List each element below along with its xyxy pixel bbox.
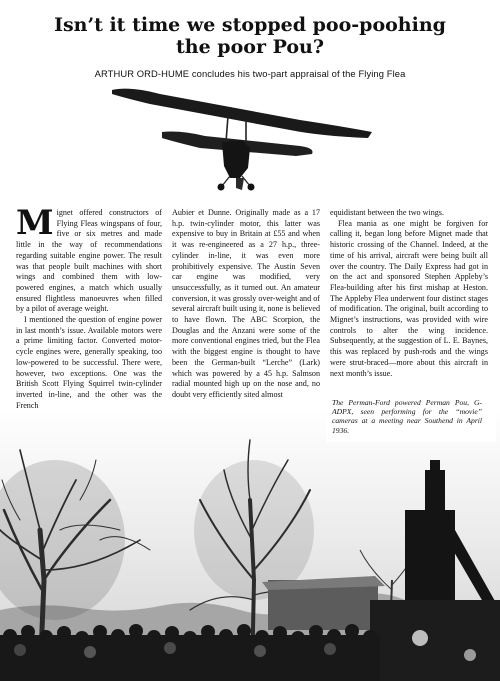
article-column-2	[172, 208, 320, 401]
headline-line-1: Isn’t it time we stopped poo-poohing	[54, 14, 446, 36]
article-headline	[0, 14, 500, 58]
paragraph: Flea mania as one might be forgiven for calling it, began long before Mignet made that historic crossing of the Channel. Indeed, at the time of his arrival, aircraft were being built all over the country. The Daily Express had got in on the act and sponsored Stephen Appleby’s Flea-building after his first mishap at Heston. The Appleby Flea underwent four distinct stages of modification. The original, built according to Mignet’s instructions, was provided with wire controls to alter the wing incidence. Subsequently, at the suggestion of L. E. Baynes, this was replaced by push-rods and the wings were strut-braced—more about this aircraft in next month’s issue.	[330, 218, 488, 378]
left-wheel	[218, 184, 225, 191]
fuselage	[222, 140, 250, 178]
flying-flea-photo	[0, 82, 500, 194]
right-wheel	[248, 184, 255, 191]
paragraph: Aubier et Dunne. Originally made as a 17 h.p. twin-cylinder motor, this latter was expensive to buy in Britain at £55 and when it was re-engineered as a 27 h.p., three-cylinder in-line, it was even more prohibitively expensive. The Austin Seven car engine was modified, very unsuccessfully, as it turned out. An amateur conversion, it was grossly over-weight and of several aircraft built using it, none is believed to have flown. The ABC Scorpion, the Douglas and the Anzani were some of the more conventional engines tried, but the Flea with the biggest engine is thought to have been the German-built “Lerche” (Lark) which was powered by a 45 h.p. Salmson radial mounted high up on the nose and, no doubt very efficiently sited almost	[172, 208, 320, 399]
drop-cap: M	[16, 203, 54, 243]
rudder	[236, 178, 244, 190]
article-column-3	[330, 208, 488, 379]
photo-caption: The Perman-Ford powered Perman Pou, G-ADPX, seen performing for the “movie” cameras at a meeting near Southend in April 1936.	[332, 398, 482, 435]
front-wing	[112, 89, 372, 138]
paragraph: Mignet offered constructors of Flying Fleas wingspans of four, five or six metres and made little in the way of recommendations regarding suitable engine power. The result was that people built machines with short wings and combined them with low-powered engines, a match which usually ensured flightless manoeuvres when filled by a pilot of average weight.	[16, 203, 162, 314]
byline: ARTHUR ORD-HUME concludes his two-part appraisal of the Flying Flea	[94, 68, 406, 79]
paragraph: I mentioned the question of engine power in last month’s issue. Available motors were a prime limiting factor. Converted motor-cycle engines were, generally speaking, too low-powered to be successful. There were, however, two exceptions. One was the British Scott Flying Squirrel twin-cylinder inverted in-line, and the other was the French	[16, 315, 162, 410]
paragraph: equidistant between the two wings.	[330, 208, 444, 217]
headline-line-2: the poor Pou?	[176, 36, 324, 58]
